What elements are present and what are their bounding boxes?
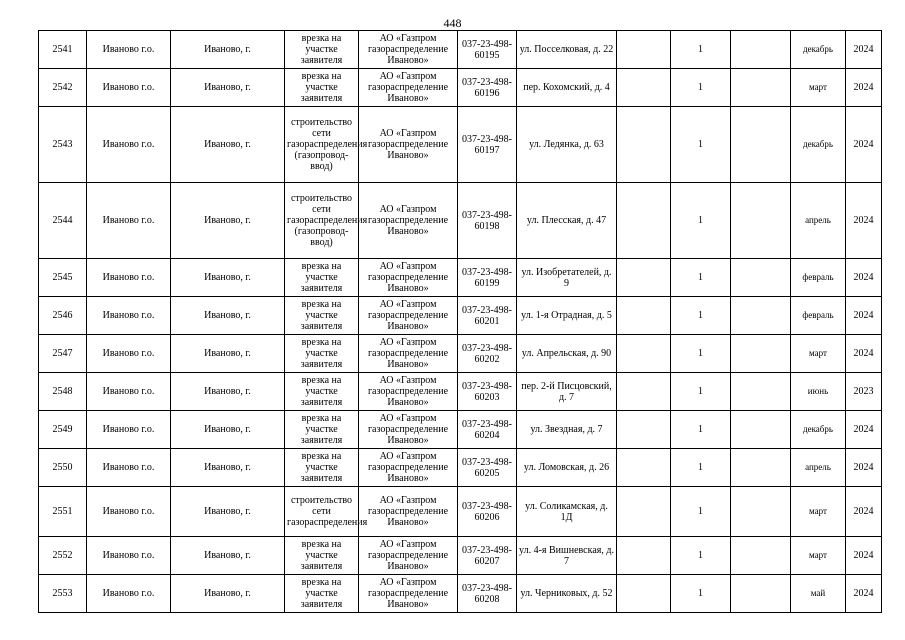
- empty-cell: [731, 259, 791, 297]
- district-cell: Иваново г.о.: [87, 297, 171, 335]
- district-cell: Иваново г.о.: [87, 537, 171, 575]
- organization-cell: АО «Газпром газораспределение Иваново»: [359, 449, 458, 487]
- district-cell: Иваново г.о.: [87, 31, 171, 69]
- page-number: 448: [443, 16, 462, 30]
- locality-cell: Иваново, г.: [171, 183, 285, 259]
- row-number-cell: 2544: [39, 183, 87, 259]
- quantity-cell: 1: [671, 537, 731, 575]
- row-number-cell: 2547: [39, 335, 87, 373]
- locality-cell: Иваново, г.: [171, 373, 285, 411]
- month-cell: апрель: [791, 449, 846, 487]
- row-number-cell: 2546: [39, 297, 87, 335]
- work-type-cell: врезка на участке заявителя: [285, 31, 359, 69]
- month-cell: декабрь: [791, 411, 846, 449]
- locality-cell: Иваново, г.: [171, 449, 285, 487]
- work-type-cell: врезка на участке заявителя: [285, 259, 359, 297]
- month-cell: декабрь: [791, 107, 846, 183]
- row-number-cell: 2551: [39, 487, 87, 537]
- quantity-cell: 1: [671, 259, 731, 297]
- organization-cell: АО «Газпром газораспределение Иваново»: [359, 183, 458, 259]
- locality-cell: Иваново, г.: [171, 31, 285, 69]
- empty-cell: [617, 537, 671, 575]
- year-cell: 2024: [846, 335, 882, 373]
- organization-cell: АО «Газпром газораспределение Иваново»: [359, 411, 458, 449]
- table-row: [39, 449, 882, 487]
- row-number-cell: 2545: [39, 259, 87, 297]
- month-cell: март: [791, 537, 846, 575]
- table-body: [39, 31, 882, 613]
- row-number-cell: 2553: [39, 575, 87, 613]
- work-type-cell: строительство сети газораспределения: [285, 487, 359, 537]
- empty-cell: [617, 411, 671, 449]
- code-cell: 037-23-498-60206: [458, 487, 517, 537]
- table-row: [39, 575, 882, 613]
- row-number-cell: 2542: [39, 69, 87, 107]
- row-number-cell: 2543: [39, 107, 87, 183]
- district-cell: Иваново г.о.: [87, 411, 171, 449]
- quantity-cell: 1: [671, 183, 731, 259]
- month-cell: июнь: [791, 373, 846, 411]
- address-cell: ул. Апрельская, д. 90: [517, 335, 617, 373]
- row-number-cell: 2550: [39, 449, 87, 487]
- address-cell: ул. Соликамская, д. 1Д: [517, 487, 617, 537]
- quantity-cell: 1: [671, 449, 731, 487]
- empty-cell: [617, 31, 671, 69]
- district-cell: Иваново г.о.: [87, 449, 171, 487]
- quantity-cell: 1: [671, 107, 731, 183]
- month-cell: февраль: [791, 259, 846, 297]
- month-cell: февраль: [791, 297, 846, 335]
- code-cell: 037-23-498-60199: [458, 259, 517, 297]
- empty-cell: [617, 183, 671, 259]
- district-cell: Иваново г.о.: [87, 487, 171, 537]
- empty-cell: [731, 449, 791, 487]
- quantity-cell: 1: [671, 487, 731, 537]
- empty-cell: [731, 373, 791, 411]
- locality-cell: Иваново, г.: [171, 575, 285, 613]
- row-number-cell: 2541: [39, 31, 87, 69]
- year-cell: 2024: [846, 575, 882, 613]
- locality-cell: Иваново, г.: [171, 297, 285, 335]
- code-cell: 037-23-498-60208: [458, 575, 517, 613]
- row-number-cell: 2549: [39, 411, 87, 449]
- address-cell: пер. 2-й Писцовский, д. 7: [517, 373, 617, 411]
- work-type-cell: врезка на участке заявителя: [285, 449, 359, 487]
- table-row: [39, 69, 882, 107]
- table-row: [39, 297, 882, 335]
- empty-cell: [731, 575, 791, 613]
- empty-cell: [617, 449, 671, 487]
- address-cell: ул. Ломовская, д. 26: [517, 449, 617, 487]
- gasification-registry-table: [38, 30, 882, 613]
- organization-cell: АО «Газпром газораспределение Иваново»: [359, 107, 458, 183]
- locality-cell: Иваново, г.: [171, 69, 285, 107]
- organization-cell: АО «Газпром газораспределение Иваново»: [359, 69, 458, 107]
- empty-cell: [731, 537, 791, 575]
- work-type-cell: врезка на участке заявителя: [285, 537, 359, 575]
- quantity-cell: 1: [671, 69, 731, 107]
- code-cell: 037-23-498-60203: [458, 373, 517, 411]
- locality-cell: Иваново, г.: [171, 537, 285, 575]
- organization-cell: АО «Газпром газораспределение Иваново»: [359, 537, 458, 575]
- table-row: [39, 373, 882, 411]
- year-cell: 2024: [846, 69, 882, 107]
- code-cell: 037-23-498-60207: [458, 537, 517, 575]
- year-cell: 2024: [846, 259, 882, 297]
- empty-cell: [617, 575, 671, 613]
- table-row: [39, 537, 882, 575]
- organization-cell: АО «Газпром газораспределение Иваново»: [359, 373, 458, 411]
- locality-cell: Иваново, г.: [171, 411, 285, 449]
- table-row: [39, 335, 882, 373]
- organization-cell: АО «Газпром газораспределение Иваново»: [359, 575, 458, 613]
- address-cell: ул. Звездная, д. 7: [517, 411, 617, 449]
- empty-cell: [731, 487, 791, 537]
- year-cell: 2024: [846, 487, 882, 537]
- empty-cell: [617, 69, 671, 107]
- month-cell: март: [791, 487, 846, 537]
- work-type-cell: врезка на участке заявителя: [285, 575, 359, 613]
- locality-cell: Иваново, г.: [171, 107, 285, 183]
- table-row: [39, 183, 882, 259]
- month-cell: март: [791, 69, 846, 107]
- quantity-cell: 1: [671, 575, 731, 613]
- organization-cell: АО «Газпром газораспределение Иваново»: [359, 31, 458, 69]
- quantity-cell: 1: [671, 373, 731, 411]
- organization-cell: АО «Газпром газораспределение Иваново»: [359, 259, 458, 297]
- year-cell: 2024: [846, 183, 882, 259]
- district-cell: Иваново г.о.: [87, 259, 171, 297]
- empty-cell: [617, 107, 671, 183]
- code-cell: 037-23-498-60197: [458, 107, 517, 183]
- month-cell: апрель: [791, 183, 846, 259]
- month-cell: март: [791, 335, 846, 373]
- empty-cell: [731, 297, 791, 335]
- work-type-cell: строительство сети газораспределения (газопровод-ввод): [285, 107, 359, 183]
- address-cell: ул. 4-я Вишневская, д. 7: [517, 537, 617, 575]
- empty-cell: [617, 259, 671, 297]
- year-cell: 2024: [846, 411, 882, 449]
- year-cell: 2024: [846, 537, 882, 575]
- work-type-cell: врезка на участке заявителя: [285, 335, 359, 373]
- work-type-cell: строительство сети газораспределения (газопровод-ввод): [285, 183, 359, 259]
- quantity-cell: 1: [671, 335, 731, 373]
- address-cell: ул. Изобретателей, д. 9: [517, 259, 617, 297]
- year-cell: 2024: [846, 31, 882, 69]
- empty-cell: [731, 107, 791, 183]
- empty-cell: [731, 31, 791, 69]
- locality-cell: Иваново, г.: [171, 487, 285, 537]
- address-cell: ул. Черниковых, д. 52: [517, 575, 617, 613]
- work-type-cell: врезка на участке заявителя: [285, 297, 359, 335]
- quantity-cell: 1: [671, 411, 731, 449]
- work-type-cell: врезка на участке заявителя: [285, 69, 359, 107]
- code-cell: 037-23-498-60201: [458, 297, 517, 335]
- table-row: [39, 259, 882, 297]
- table-row: [39, 411, 882, 449]
- district-cell: Иваново г.о.: [87, 183, 171, 259]
- locality-cell: Иваново, г.: [171, 335, 285, 373]
- month-cell: декабрь: [791, 31, 846, 69]
- empty-cell: [731, 183, 791, 259]
- district-cell: Иваново г.о.: [87, 107, 171, 183]
- year-cell: 2024: [846, 297, 882, 335]
- address-cell: ул. 1-я Отрадная, д. 5: [517, 297, 617, 335]
- month-cell: май: [791, 575, 846, 613]
- district-cell: Иваново г.о.: [87, 373, 171, 411]
- work-type-cell: врезка на участке заявителя: [285, 411, 359, 449]
- code-cell: 037-23-498-60205: [458, 449, 517, 487]
- organization-cell: АО «Газпром газораспределение Иваново»: [359, 297, 458, 335]
- district-cell: Иваново г.о.: [87, 69, 171, 107]
- row-number-cell: 2552: [39, 537, 87, 575]
- code-cell: 037-23-498-60198: [458, 183, 517, 259]
- organization-cell: АО «Газпром газораспределение Иваново»: [359, 335, 458, 373]
- organization-cell: АО «Газпром газораспределение Иваново»: [359, 487, 458, 537]
- year-cell: 2023: [846, 373, 882, 411]
- empty-cell: [731, 411, 791, 449]
- code-cell: 037-23-498-60202: [458, 335, 517, 373]
- year-cell: 2024: [846, 107, 882, 183]
- empty-cell: [617, 487, 671, 537]
- district-cell: Иваново г.о.: [87, 335, 171, 373]
- code-cell: 037-23-498-60196: [458, 69, 517, 107]
- empty-cell: [617, 297, 671, 335]
- empty-cell: [617, 335, 671, 373]
- code-cell: 037-23-498-60195: [458, 31, 517, 69]
- quantity-cell: 1: [671, 31, 731, 69]
- code-cell: 037-23-498-60204: [458, 411, 517, 449]
- work-type-cell: врезка на участке заявителя: [285, 373, 359, 411]
- address-cell: пер. Кохомский, д. 4: [517, 69, 617, 107]
- address-cell: ул. Посселковая, д. 22: [517, 31, 617, 69]
- address-cell: ул. Ледянка, д. 63: [517, 107, 617, 183]
- table-row: [39, 31, 882, 69]
- table-row: [39, 487, 882, 537]
- district-cell: Иваново г.о.: [87, 575, 171, 613]
- address-cell: ул. Плесская, д. 47: [517, 183, 617, 259]
- row-number-cell: 2548: [39, 373, 87, 411]
- quantity-cell: 1: [671, 297, 731, 335]
- table-row: [39, 107, 882, 183]
- empty-cell: [731, 69, 791, 107]
- year-cell: 2024: [846, 449, 882, 487]
- locality-cell: Иваново, г.: [171, 259, 285, 297]
- empty-cell: [731, 335, 791, 373]
- empty-cell: [617, 373, 671, 411]
